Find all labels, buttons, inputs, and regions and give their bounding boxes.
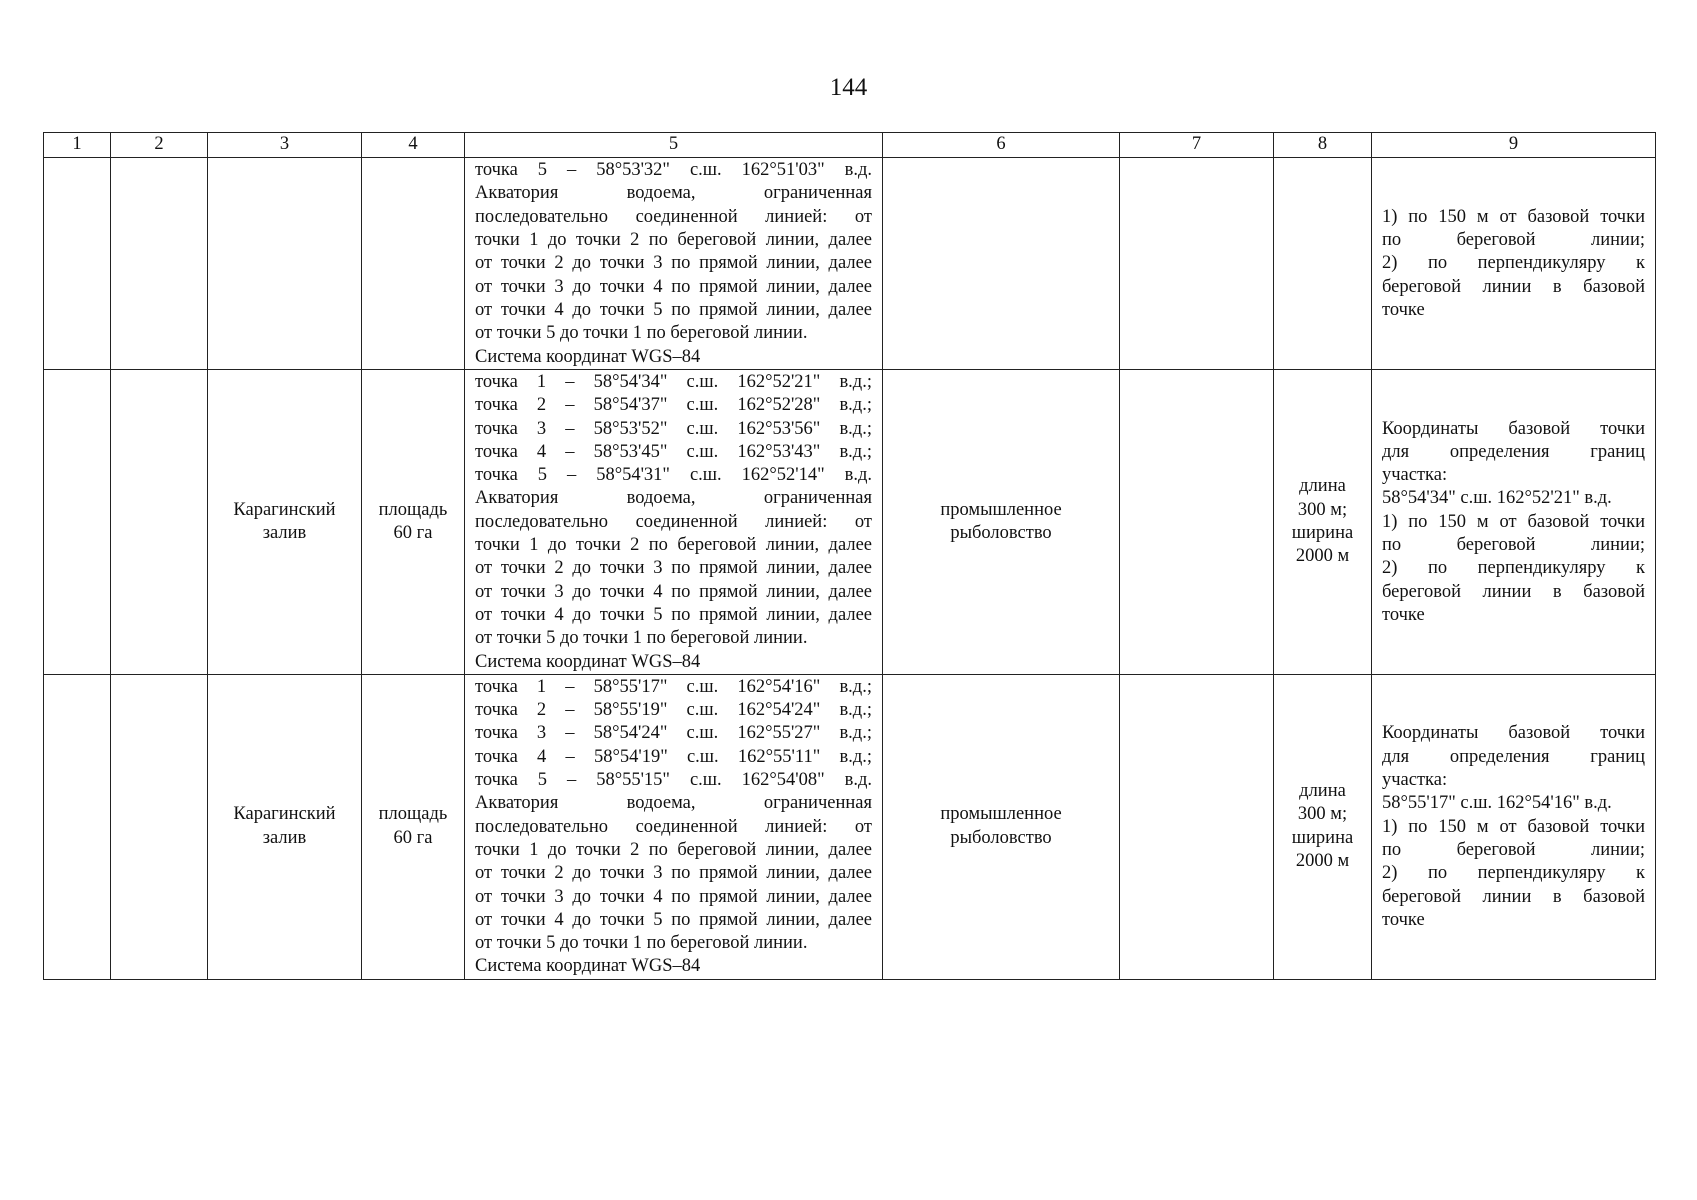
coordinates-line: от точки 4 до точки 5 по прямой линии, далее	[475, 909, 872, 930]
area-cell	[362, 370, 465, 675]
purpose-cell-line: рыболовство	[950, 522, 1052, 543]
notes-line: Координаты базовой точки	[1382, 418, 1645, 439]
location-cell	[208, 674, 362, 979]
notes-line: береговой линии в базовой	[1382, 581, 1645, 602]
column-header: 6	[883, 133, 1120, 158]
area-cell-line: площадь	[378, 499, 448, 520]
area-cell-line: 60 га	[393, 827, 433, 848]
area-cell	[362, 158, 465, 370]
coordinates-line: от точки 2 до точки 3 по прямой линии, далее	[475, 558, 872, 579]
coordinates-line: от точки 4 до точки 5 по прямой линии, далее	[475, 299, 872, 320]
column-header: 9	[1372, 133, 1656, 158]
purpose-cell	[883, 370, 1120, 675]
column-header: 4	[362, 133, 465, 158]
site-code-cell	[111, 158, 208, 370]
coordinates-line: от точки 3 до точки 4 по прямой линии, далее	[475, 581, 872, 602]
page-number: 144	[829, 74, 868, 101]
purpose-cell-line: промышленное	[940, 804, 1062, 825]
coordinates-line: Система координат WGS–84	[475, 346, 701, 367]
site-code-cell	[111, 370, 208, 675]
coordinates-line: точка 3 – 58°53'52" с.ш. 162°53'56" в.д.;	[475, 418, 872, 439]
coordinates-line: точка 2 – 58°55'19" с.ш. 162°54'24" в.д.;	[475, 700, 872, 721]
size-cell-line: 2000 м	[1295, 546, 1350, 567]
location-cell	[208, 370, 362, 675]
notes-line: 2) по перпендикуляру к	[1382, 558, 1645, 579]
notes-line: для определения границ	[1382, 746, 1645, 767]
row-number-cell	[44, 158, 111, 370]
notes-line: участка:	[1382, 465, 1448, 486]
table-row	[44, 370, 1656, 675]
notes-line: береговой линии в базовой	[1382, 886, 1645, 907]
purpose-cell	[883, 674, 1120, 979]
coordinates-line: Акватория водоема, ограниченная	[475, 793, 872, 814]
size-cell	[1274, 674, 1372, 979]
size-cell-line: 300 м;	[1297, 499, 1348, 520]
coordinates-line: точка 2 – 58°54'37" с.ш. 162°52'28" в.д.;	[475, 395, 872, 416]
coordinates-line: от точки 5 до точки 1 по береговой линии.	[475, 628, 808, 649]
coordinates-line: от точки 5 до точки 1 по береговой линии.	[475, 933, 808, 954]
purpose-cell-line: промышленное	[940, 499, 1062, 520]
coordinates-line: точки 1 до точки 2 по береговой линии, далее	[475, 230, 872, 251]
location-cell	[208, 158, 362, 370]
notes-line: по береговой линии;	[1382, 230, 1645, 251]
column-header: 5	[465, 133, 883, 158]
coordinates-cell	[465, 158, 883, 370]
area-cell-line: площадь	[378, 804, 448, 825]
coordinates-line: Акватория водоема, ограниченная	[475, 183, 872, 204]
notes-line: 2) по перпендикуляру к	[1382, 253, 1645, 274]
location-cell-line: залив	[262, 522, 307, 543]
notes-line: 58°54'34" с.ш. 162°52'21" в.д.	[1382, 488, 1612, 509]
column-header: 1	[44, 133, 111, 158]
size-cell-line: длина	[1299, 476, 1346, 497]
coordinates-line: точка 1 – 58°54'34" с.ш. 162°52'21" в.д.;	[475, 372, 872, 392]
size-cell-line: 2000 м	[1295, 851, 1350, 872]
size-cell-line: 300 м;	[1297, 804, 1348, 825]
notes-cell	[1372, 674, 1656, 979]
row-number-cell	[44, 674, 111, 979]
notes-line: точке	[1382, 299, 1425, 320]
row-number-cell	[44, 370, 111, 675]
coordinates-line: точка 4 – 58°54'19" с.ш. 162°55'11" в.д.;	[475, 746, 872, 767]
coordinates-line: точка 1 – 58°55'17" с.ш. 162°54'16" в.д.;	[475, 676, 872, 697]
coordinates-line: точки 1 до точки 2 по береговой линии, далее	[475, 535, 872, 556]
notes-line: для определения границ	[1382, 441, 1645, 462]
notes-line: береговой линии в базовой	[1382, 276, 1645, 297]
notes-line: 58°55'17" с.ш. 162°54'16" в.д.	[1382, 793, 1612, 814]
coordinates-line: точки 1 до точки 2 по береговой линии, далее	[475, 839, 872, 860]
table-row	[44, 158, 1656, 370]
coordinates-cell	[465, 370, 883, 675]
location-cell-line: Карагинский	[233, 499, 336, 520]
column-header: 3	[208, 133, 362, 158]
coordinates-line: последовательно соединенной линией: от	[475, 511, 872, 532]
coordinates-line: от точки 2 до точки 3 по прямой линии, далее	[475, 253, 872, 274]
notes-line: 2) по перпендикуляру к	[1382, 863, 1645, 884]
notes-line: 1) по 150 м от базовой точки	[1382, 511, 1645, 532]
coordinates-line: Система координат WGS–84	[475, 651, 701, 672]
notes-cell	[1372, 158, 1656, 370]
notes-line: участка:	[1382, 770, 1448, 791]
purpose-cell-line: рыболовство	[950, 827, 1052, 848]
notes-line: по береговой линии;	[1382, 535, 1645, 556]
coordinates-line: последовательно соединенной линией: от	[475, 206, 872, 227]
purpose-cell	[883, 158, 1120, 370]
column-header: 8	[1274, 133, 1372, 158]
size-cell-line: ширина	[1291, 522, 1354, 543]
size-cell	[1274, 158, 1372, 370]
notes-line: 1) по 150 м от базовой точки	[1382, 206, 1645, 227]
size-cell	[1274, 370, 1372, 675]
size-cell-line: длина	[1299, 781, 1346, 802]
notes-line: точке	[1382, 909, 1425, 930]
area-cell-line: 60 га	[393, 522, 433, 543]
table-row	[44, 674, 1656, 979]
header-row	[44, 133, 1656, 158]
coordinates-line: Акватория водоема, ограниченная	[475, 488, 872, 509]
column-7-cell	[1120, 158, 1274, 370]
coordinates-line: последовательно соединенной линией: от	[475, 816, 872, 837]
coordinates-line: точка 3 – 58°54'24" с.ш. 162°55'27" в.д.;	[475, 723, 872, 744]
notes-line: 1) по 150 м от базовой точки	[1382, 816, 1645, 837]
notes-cell	[1372, 370, 1656, 675]
column-header: 7	[1120, 133, 1274, 158]
coordinates-line: точка 4 – 58°53'45" с.ш. 162°53'43" в.д.;	[475, 441, 872, 462]
coordinates-line: Система координат WGS–84	[475, 956, 701, 977]
column-7-cell	[1120, 370, 1274, 675]
column-7-cell	[1120, 674, 1274, 979]
area-cell	[362, 674, 465, 979]
coordinates-line: от точки 3 до точки 4 по прямой линии, далее	[475, 886, 872, 907]
location-cell-line: залив	[262, 827, 307, 848]
coordinates-line: точка 5 – 58°53'32" с.ш. 162°51'03" в.д.	[475, 160, 872, 181]
coordinates-line: от точки 3 до точки 4 по прямой линии, далее	[475, 276, 872, 297]
coordinates-line: точка 5 – 58°54'31" с.ш. 162°52'14" в.д.	[475, 465, 872, 486]
notes-line: точке	[1382, 604, 1425, 625]
column-header: 2	[111, 133, 208, 158]
location-cell-line: Карагинский	[233, 804, 336, 825]
site-code-cell	[111, 674, 208, 979]
coordinates-line: точка 5 – 58°55'15" с.ш. 162°54'08" в.д.	[475, 770, 872, 791]
coordinates-line: от точки 2 до точки 3 по прямой линии, далее	[475, 863, 872, 884]
coordinates-line: от точки 5 до точки 1 по береговой линии.	[475, 323, 808, 344]
notes-line: Координаты базовой точки	[1382, 723, 1645, 744]
coordinates-cell	[465, 674, 883, 979]
registry-table	[43, 132, 1656, 980]
notes-line: по береговой линии;	[1382, 839, 1645, 860]
coordinates-line: от точки 4 до точки 5 по прямой линии, далее	[475, 604, 872, 625]
size-cell-line: ширина	[1291, 827, 1354, 848]
